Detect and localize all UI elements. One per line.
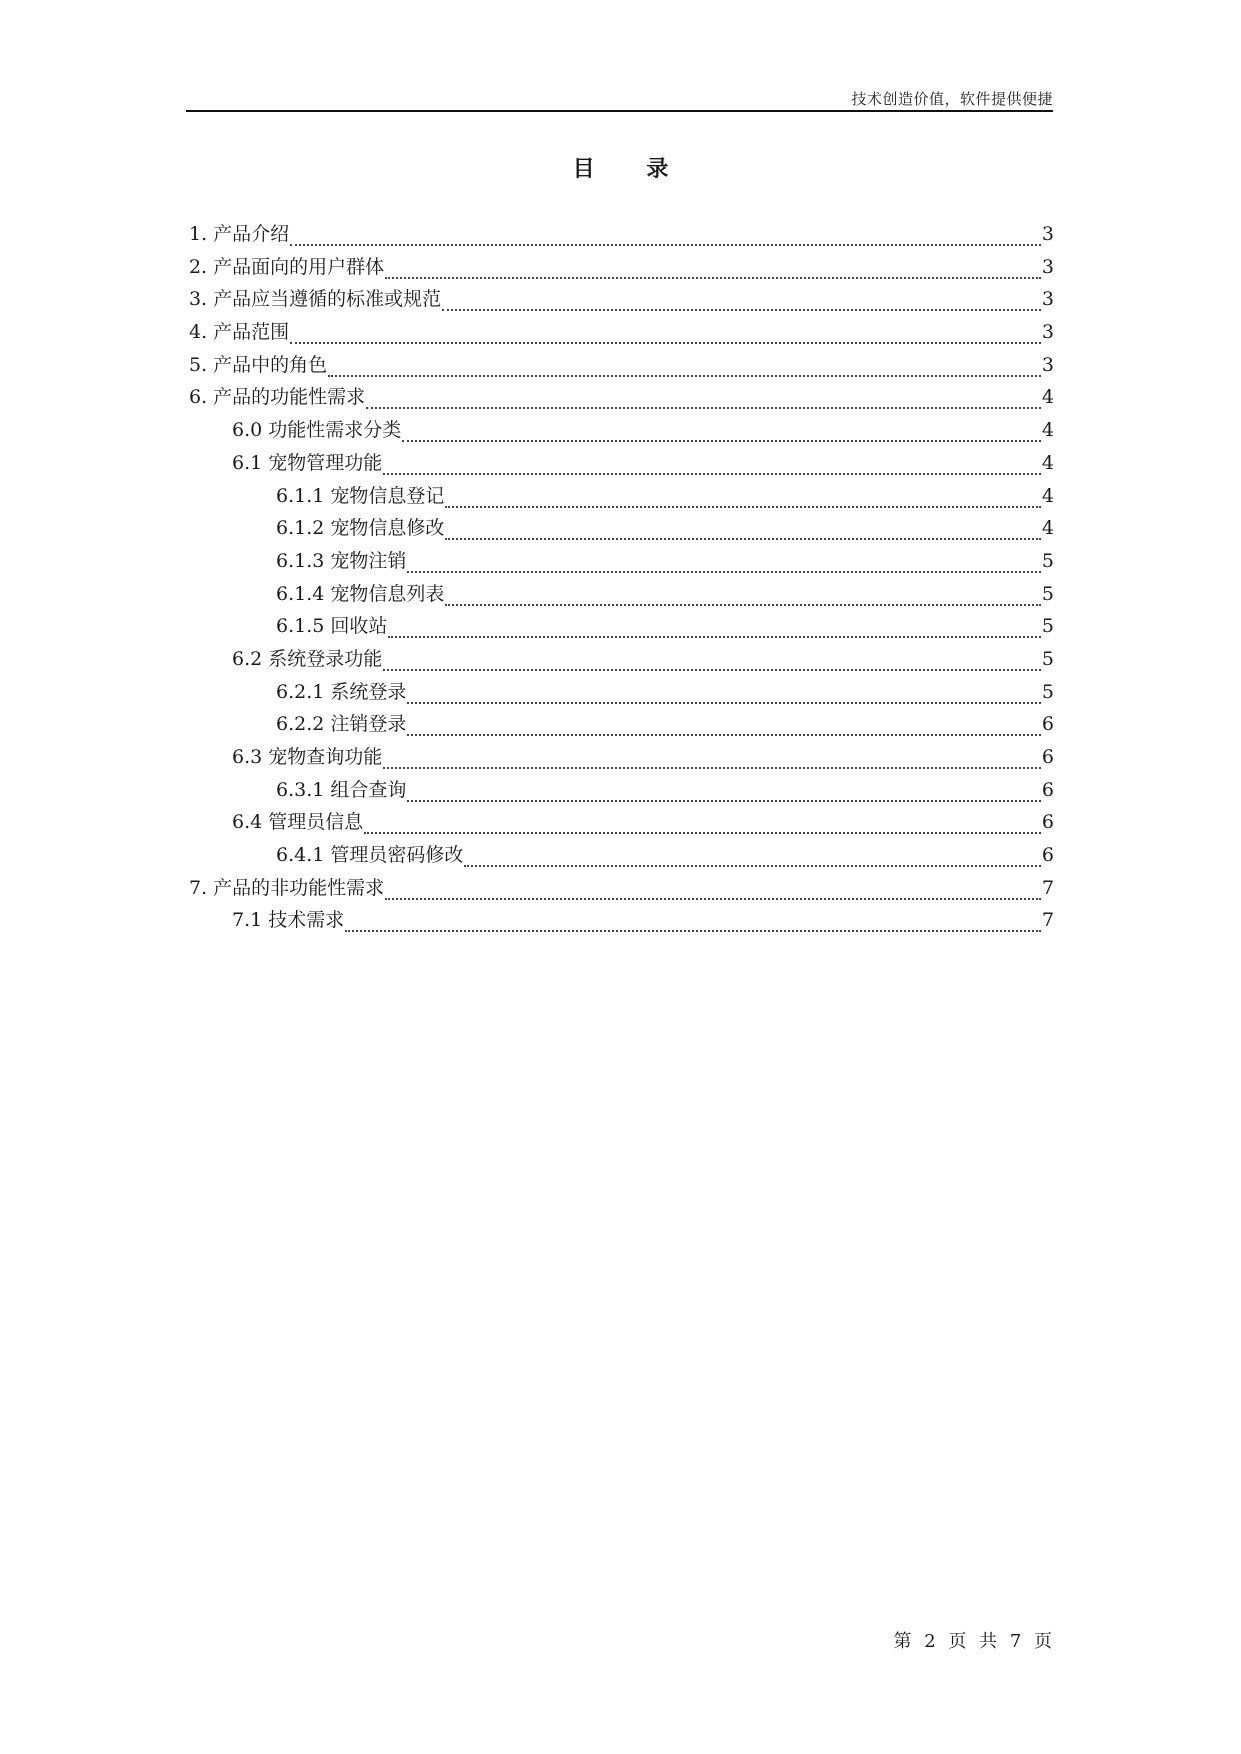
toc-entry[interactable] [189,545,1054,578]
toc-entry-page-number: 5 [1041,647,1054,670]
toc-entry[interactable] [189,414,1054,447]
toc-entry-label: 6.4.1 管理员密码修改 [276,844,464,867]
toc-entry-label: 6.2.1 系统登录 [276,680,407,703]
toc-entry[interactable] [189,806,1054,839]
toc-entry-label: 6.0 功能性需求分类 [232,419,402,442]
toc-entry-label: 6.1.1 宠物信息登记 [276,484,445,507]
toc-entry[interactable] [189,741,1054,774]
toc-entry-label: 4. 产品范围 [189,321,290,344]
toc-entry-label: 6.1.3 宠物注销 [276,549,407,572]
toc-entry-page-number: 4 [1041,484,1054,507]
toc-dot-leader [328,373,1041,377]
toc-dot-leader [364,830,1041,834]
toc-entry[interactable] [189,349,1054,382]
toc-entry-label: 6.3.1 组合查询 [276,778,407,801]
header-tagline: 技术创造价值，软件提供便捷 [851,90,1053,108]
toc-entry-page-number: 6 [1041,811,1054,834]
toc-dot-leader [290,340,1041,344]
toc-entry-label: 6.2.2 注销登录 [276,713,407,736]
toc-entry-page-number: 5 [1041,549,1054,572]
toc-entry[interactable] [189,251,1054,284]
toc-entry-label: 6.3 宠物查询功能 [232,746,383,768]
toc-entry[interactable] [189,480,1054,513]
toc-entry-page-number: 3 [1041,321,1054,344]
toc-entry-label: 5. 产品中的角色 [189,353,328,376]
toc-dot-leader [407,732,1041,736]
toc-entry-label: 3. 产品应当遵循的标准或规范 [189,288,442,311]
toc-dot-leader [290,242,1041,246]
toc-entry[interactable] [189,676,1054,709]
toc-entry-page-number: 6 [1041,746,1054,768]
toc-dot-leader [445,536,1041,540]
toc-entry-page-number: 6 [1041,844,1054,867]
toc-entry-page-number: 6 [1041,778,1054,801]
toc-dot-leader [388,634,1041,638]
toc-dot-leader [445,602,1041,606]
page-number-footer: 第 2 页 共 7 页 [893,1631,1053,1652]
toc-entry[interactable] [189,839,1054,872]
toc-title: 目 录 [572,157,691,182]
toc-entry[interactable] [189,316,1054,349]
toc-dot-leader [407,569,1041,573]
toc-dot-leader [366,405,1041,409]
toc-entry[interactable] [189,578,1054,611]
toc-entry[interactable] [189,904,1054,937]
toc-dot-leader [445,504,1041,508]
toc-dot-leader [383,765,1041,769]
toc-dot-leader [464,863,1041,867]
toc-entry-page-number: 3 [1041,353,1054,376]
toc-dot-leader [407,798,1041,802]
toc-entry-label: 6. 产品的功能性需求 [189,386,366,409]
toc-entry[interactable] [189,381,1054,414]
toc-entry-page-number: 6 [1041,713,1054,736]
toc-dot-leader [407,700,1041,704]
toc-dot-leader [383,667,1041,671]
toc-entry-label: 6.4 管理员信息 [232,811,364,834]
toc-entry-label: 6.1.2 宠物信息修改 [276,517,445,540]
toc-dot-leader [402,438,1041,442]
toc-entry[interactable] [189,283,1054,316]
toc-entry-page-number: 7 [1041,876,1054,899]
toc-entry-page-number: 4 [1041,386,1054,409]
toc-entry-page-number: 5 [1041,615,1054,638]
toc-dot-leader [385,275,1041,279]
toc-entry-page-number: 3 [1041,255,1054,278]
toc-entry-label: 1. 产品介绍 [189,223,290,245]
toc-dot-leader [383,471,1041,475]
toc-entry[interactable] [189,447,1054,480]
toc-entry-label: 6.1.5 回收站 [276,615,388,638]
toc-entry-page-number: 3 [1041,223,1054,245]
toc-entry-label: 6.1.4 宠物信息列表 [276,582,445,605]
toc-entry-page-number: 4 [1041,451,1054,474]
toc-entry-page-number: 7 [1041,909,1054,932]
toc-entry-label: 7. 产品的非功能性需求 [189,876,385,899]
toc-entry-page-number: 5 [1041,582,1054,605]
toc-dot-leader [385,896,1041,900]
toc-entry-page-number: 4 [1041,517,1054,540]
toc-entry[interactable] [189,610,1054,643]
toc-entry[interactable] [189,512,1054,545]
toc-entry[interactable] [189,872,1054,905]
toc-dot-leader [345,928,1041,932]
toc-entry-page-number: 3 [1041,288,1054,311]
toc-entry-label: 2. 产品面向的用户群体 [189,255,385,278]
header-divider [186,110,1053,112]
toc-entry[interactable] [189,218,1054,251]
toc-entry[interactable] [189,774,1054,807]
toc-entry-label: 7.1 技术需求 [232,909,345,932]
toc-entry-label: 6.1 宠物管理功能 [232,451,383,474]
toc-entry-page-number: 5 [1041,680,1054,703]
toc-dot-leader [442,307,1041,311]
toc-entry[interactable] [189,643,1054,676]
toc-entry[interactable] [189,708,1054,741]
toc-entry-page-number: 4 [1041,419,1054,442]
table-of-contents [189,218,1054,937]
toc-entry-label: 6.2 系统登录功能 [232,647,383,670]
